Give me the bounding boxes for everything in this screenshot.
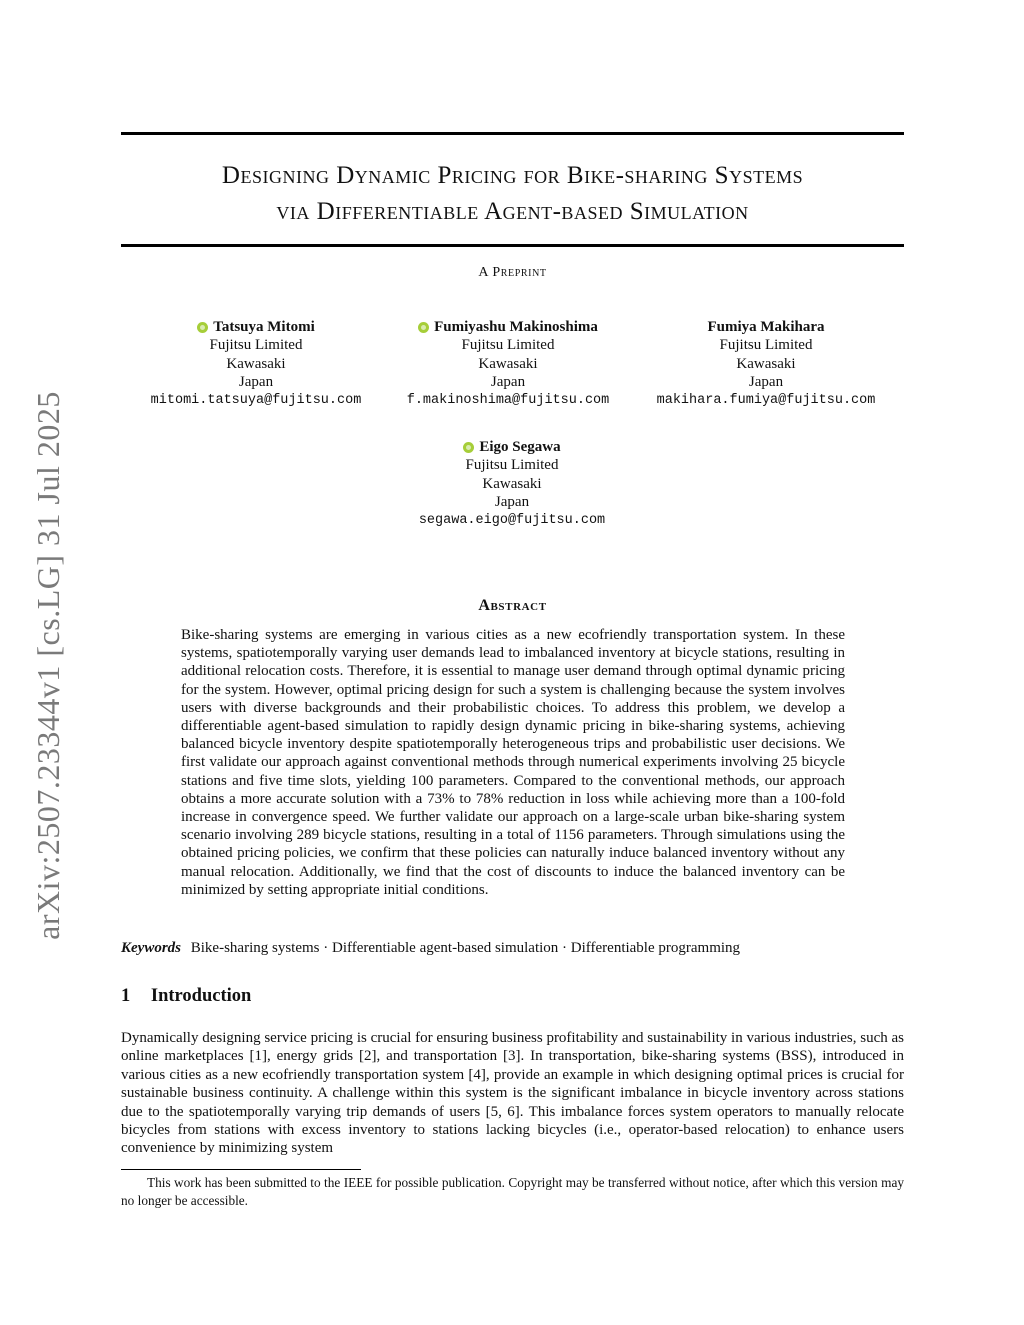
author-block	[378, 318, 638, 410]
preprint-label: A Preprint	[478, 265, 547, 280]
orcid-icon[interactable]	[418, 322, 429, 333]
author-email[interactable]: segawa.eigo@fujitsu.com	[418, 512, 606, 528]
author-email[interactable]: mitomi.tatsuya@fujitsu.com	[150, 392, 362, 408]
author-country: Japan	[748, 374, 784, 391]
author-name: Tatsuya Mitomi	[213, 319, 315, 335]
title-line-2: via Differentiable Agent-based Simulation	[276, 198, 749, 225]
abstract-text: Bike-sharing systems are emerging in various cities as a new ecofriendly transportation system. In these systems, spatiotemporally varying user demands lead to imbalanced inventory at bicycle stations, resulting in additional relocation costs. Therefore, it is essential to manage user demand through optimal dynamic pricing for the system. However, optimal pricing design for such a system is challenging because the system involves users with diverse backgrounds and their probabilistic choices. To address this problem, we develop a differentiable agent-based simulation to rapidly design dynamic pricing in bike-sharing systems, achieving balanced bicycle inventory despite spatiotemporally heterogeneous trips and probabilistic user decisions. We first validate our approach against conventional methods through numerical experiments involving 25 bicycle stations and five time slots, yielding 100 parameters. Compared to the conventional methods, our approach obtains a more accurate solution with a 73% to 78% reduction in loss while achieving more than a 100-fold increase in convergence speed. We further validate our approach on a large-scale urban bike-sharing system scenario involving 289 bicycle stations, resulting in a total of 1156 parameters. Through simulations using the obtained pricing policies, we confirm that these policies can naturally induce balanced inventory without any manual relocation. Additionally, we find that the cost of discounts to induce the balanced inventory can be minimized by setting appropriate initial conditions.	[181, 627, 845, 898]
author-city: Kawasaki	[226, 355, 286, 372]
author-name: Eigo Segawa	[479, 439, 561, 455]
section-number: 1	[121, 986, 131, 1006]
keywords-label: Keywords	[121, 940, 181, 956]
author-city: Kawasaki	[478, 355, 538, 372]
author-country: Japan	[490, 374, 526, 391]
section-heading	[121, 986, 904, 1007]
section-title: Introduction	[150, 986, 252, 1006]
author-email[interactable]: f.makinoshima@fujitsu.com	[406, 392, 610, 408]
paper-title	[121, 158, 904, 230]
title-bottom-rule	[121, 244, 904, 247]
author-name: Fumiya Makihara	[707, 319, 825, 335]
author-affiliation: Fujitsu Limited	[209, 337, 303, 354]
author-name: Fumiyashu Makinoshima	[434, 319, 598, 335]
arxiv-stamp-text: arXiv:2507.23344v1 [cs.LG] 31 Jul 2025	[29, 390, 66, 940]
title-line-1: Designing Dynamic Pricing for Bike-sharing Systems	[221, 162, 804, 189]
author-affiliation: Fujitsu Limited	[719, 337, 813, 354]
orcid-icon[interactable]	[197, 322, 208, 333]
keywords	[121, 939, 904, 957]
footnote-text: This work has been submitted to the IEEE for possible publication. Copyright may be transferred without notice, after which this version may no longer be accessible.	[121, 1175, 904, 1208]
arxiv-side-stamp	[28, 380, 68, 950]
author-block	[636, 318, 896, 410]
author-block	[382, 438, 642, 530]
abstract-heading: Abstract	[478, 597, 547, 614]
author-country: Japan	[494, 494, 530, 511]
author-city: Kawasaki	[736, 355, 796, 372]
author-block	[126, 318, 386, 410]
author-city: Kawasaki	[482, 475, 542, 492]
introduction-text: Dynamically designing service pricing is crucial for ensuring business profitability and sustainability in various industries, such as online marketplaces [1], energy grids [2], and transportation [3]. In transportation, bike-sharing systems (BSS), introduced in various cities as a new ecofriendly transportation system [4], provide an example in which designing optimal prices is crucial for sustainable business continuity. A challenge within this system is the significant imbalance in bicycle inventory across stations due to the spatiotemporally varying trip demands of users [5, 6]. This imbalance forces system operators to manually relocate bicycles from stations with excess inventory to stations lacking bicycles (i.e., operator-based relocation) to enhance users convenience by minimizing system	[121, 1030, 904, 1157]
author-country: Japan	[238, 374, 274, 391]
author-affiliation: Fujitsu Limited	[461, 337, 555, 354]
author-affiliation: Fujitsu Limited	[465, 457, 559, 474]
title-top-rule	[121, 132, 904, 135]
orcid-icon[interactable]	[463, 442, 474, 453]
footnote-rule	[121, 1169, 361, 1170]
keywords-text: Bike-sharing systems · Differentiable agent-based simulation · Differentiable programming	[190, 940, 741, 956]
author-email[interactable]: makihara.fumiya@fujitsu.com	[656, 392, 876, 408]
